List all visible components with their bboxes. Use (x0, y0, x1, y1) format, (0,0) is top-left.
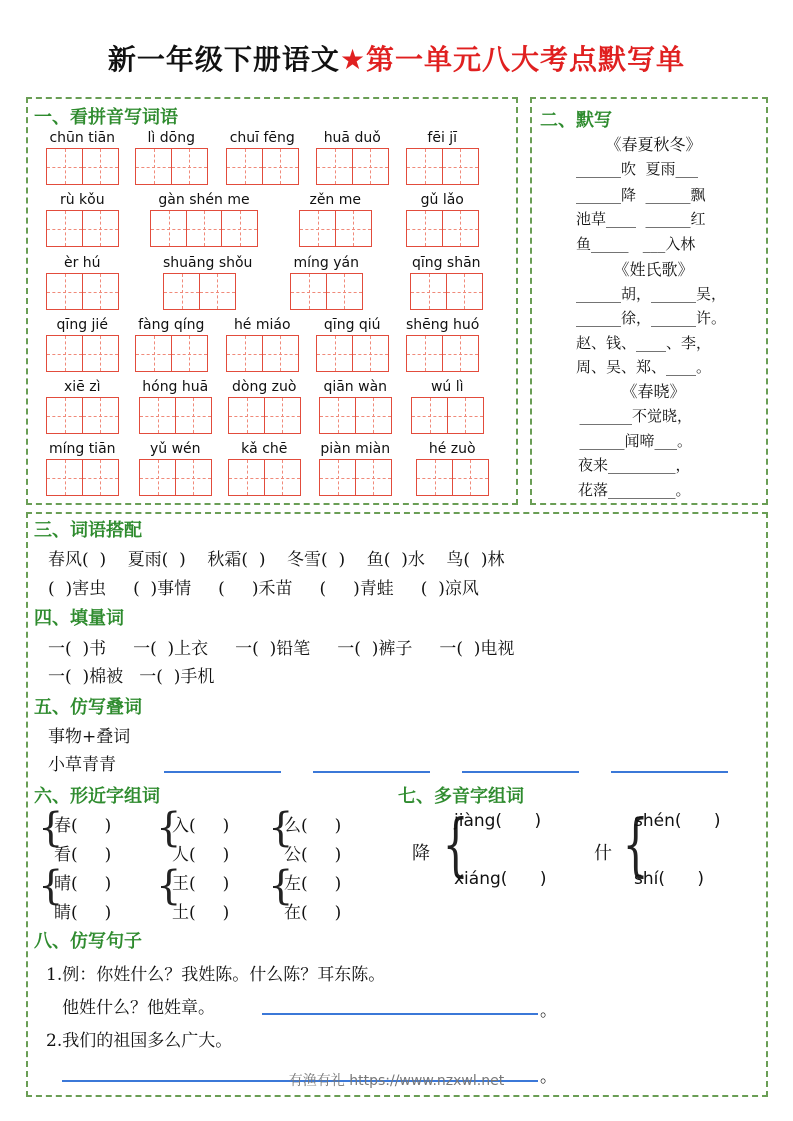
similar-char-item[interactable]: 在( ) (284, 903, 342, 923)
answer-line[interactable] (262, 1013, 538, 1015)
page-title (0, 38, 793, 78)
tianzige-cell[interactable] (226, 148, 263, 185)
similar-char-item[interactable]: 左( ) (284, 874, 342, 894)
pinyin-label: gàn shén me (158, 192, 250, 208)
pinyin-word (406, 317, 479, 373)
tianzige-cell[interactable] (46, 397, 83, 434)
poem2-line[interactable]: 赵、钱、____、李， (576, 334, 712, 352)
tianzige-cell[interactable] (171, 335, 208, 372)
pinyin-label: qiān wàn (323, 379, 388, 395)
pinyin-word (46, 441, 119, 497)
poem2-title: 《姓氏歌》 (613, 260, 694, 279)
pinyin-label: míng yán (293, 255, 359, 271)
section3-title: 三、词语搭配 (34, 520, 142, 541)
pinyin-word (163, 255, 253, 311)
tianzige-cell[interactable] (163, 273, 200, 310)
pinyin-word (46, 192, 119, 248)
pinyin-label: míng tiān (48, 441, 116, 457)
pinyin-word (299, 192, 372, 248)
tianzige-cell[interactable] (82, 148, 119, 185)
brace-icon: { (38, 863, 64, 909)
similar-char-item[interactable]: 人( ) (172, 845, 230, 865)
pinyin-label: qīng jié (56, 317, 108, 333)
pinyin-label: fàng qíng (138, 317, 205, 333)
similar-char-item[interactable]: 睛( ) (54, 903, 112, 923)
tianzige-cell[interactable] (135, 148, 172, 185)
tianzige-cell[interactable] (135, 335, 172, 372)
tianzige-cell[interactable] (175, 459, 212, 496)
tianzige-cell[interactable] (416, 459, 453, 496)
pinyin-label: qīng shān (411, 255, 481, 271)
pinyin-word (228, 379, 301, 435)
tianzige-cell[interactable] (406, 148, 443, 185)
tianzige-cell[interactable] (355, 459, 392, 496)
reduplication-hint: 事物+叠词 (48, 727, 131, 747)
pinyin-word (406, 130, 479, 186)
brace-icon: { (156, 863, 182, 909)
similar-char-item[interactable]: 公( ) (284, 845, 342, 865)
pinyin-word (226, 130, 299, 186)
similar-char-item[interactable]: 看( ) (54, 845, 112, 865)
pinyin-word (46, 130, 119, 186)
pinyin-label: wú lì (430, 379, 464, 395)
polyphone-reading[interactable]: jiàng( ) (454, 811, 542, 831)
tianzige-cell[interactable] (82, 459, 119, 496)
pinyin-word (46, 379, 119, 435)
tianzige-cell[interactable] (299, 210, 336, 247)
tianzige-cell[interactable] (82, 210, 119, 247)
poem2-line[interactable]: ______胡，______吴， (576, 285, 727, 303)
pinyin-label: shuāng shǒu (163, 255, 253, 271)
pinyin-label: fēi jī (427, 130, 458, 146)
poem1-line[interactable]: ______吹 夏雨___ (576, 160, 699, 178)
tianzige-cell[interactable] (228, 397, 265, 434)
section1-title: 一、看拼音写词语 (34, 107, 178, 128)
sentence-prompt: 他姓什么？他姓章。 (62, 998, 215, 1018)
similar-char-item[interactable]: 春( ) (54, 816, 112, 836)
pinyin-word (319, 379, 392, 435)
pinyin-label: rù kǒu (59, 192, 105, 208)
poem3-line[interactable]: 花落_________。 (578, 481, 691, 499)
section7-title: 七、多音字组词 (398, 786, 524, 807)
tianzige-cell[interactable] (442, 210, 479, 247)
similar-char-item[interactable]: 王( ) (172, 874, 230, 894)
brace-icon: { (622, 806, 649, 885)
answer-line[interactable] (313, 771, 430, 773)
tianzige-cell[interactable] (199, 273, 236, 310)
tianzige-cell[interactable] (139, 397, 176, 434)
poem1-line[interactable]: 鱼_____ ___入林 (576, 235, 696, 253)
tianzige-cell[interactable] (352, 335, 389, 372)
pinyin-label: èr hú (63, 255, 101, 271)
pinyin-label: chūn tiān (49, 130, 116, 146)
section4-title: 四、填量词 (34, 608, 124, 629)
tianzige-cell[interactable] (326, 273, 363, 310)
pinyin-label: qīng qiú (323, 317, 381, 333)
pinyin-label: hé zuò (428, 441, 476, 457)
answer-line[interactable] (611, 771, 728, 773)
tianzige-cell[interactable] (319, 397, 356, 434)
polyphone-char: 什 (594, 843, 612, 864)
pinyin-label: shēng huó (406, 317, 480, 333)
tianzige-cell[interactable] (319, 459, 356, 496)
tianzige-cell[interactable] (410, 273, 447, 310)
tianzige-cell[interactable] (264, 397, 301, 434)
poem2-line[interactable]: ______徐，______许。 (576, 309, 727, 327)
tianzige-cell[interactable] (452, 459, 489, 496)
tianzige-cell[interactable] (262, 148, 299, 185)
tianzige-cell[interactable] (46, 148, 83, 185)
pinyin-word (150, 192, 258, 248)
sentence-end: 。 (540, 1001, 557, 1021)
tianzige-cell[interactable] (226, 335, 263, 372)
similar-char-item[interactable]: 土( ) (172, 903, 230, 923)
tianzige-cell[interactable] (46, 459, 83, 496)
tianzige-cell[interactable] (442, 335, 479, 372)
polyphone-char: 降 (412, 843, 430, 864)
pinyin-word (139, 379, 212, 435)
polyphone-reading[interactable]: shén( ) (634, 811, 721, 831)
pinyin-word (316, 130, 389, 186)
pinyin-word (416, 441, 489, 497)
similar-char-item[interactable]: 么( ) (284, 816, 342, 836)
title-part2: 第一单元八大考点默写单 (366, 43, 686, 76)
sentence-end: 。 (540, 1067, 557, 1087)
reduplication-example: 小草青青 (48, 755, 116, 775)
pinyin-word (46, 255, 119, 311)
polyphone-reading[interactable]: shí( ) (634, 869, 705, 889)
star-icon: ★ (339, 43, 367, 76)
tianzige-cell[interactable] (406, 335, 443, 372)
similar-char-item[interactable]: 晴( ) (54, 874, 112, 894)
poem3-line[interactable]: ______闻啼___。 (570, 432, 693, 450)
poem3-title: 《春晓》 (621, 382, 686, 401)
pinyin-word (410, 255, 483, 311)
pinyin-word (135, 130, 208, 186)
measure-word-row[interactable]: 一( )书 一( )上衣 一( )铅笔 一( )裤子 一( )电视 (48, 639, 515, 659)
tianzige-cell[interactable] (46, 335, 83, 372)
pinyin-label: hé miáo (233, 317, 291, 333)
tianzige-cell[interactable] (316, 335, 353, 372)
title-part1: 新一年级下册语文 (107, 43, 340, 76)
pinyin-word (139, 441, 212, 497)
poem2-line[interactable]: 周、吴、郑、____。 (576, 358, 712, 376)
tianzige-cell[interactable] (228, 459, 265, 496)
tianzige-cell[interactable] (82, 335, 119, 372)
tianzige-cell[interactable] (446, 273, 483, 310)
watermark: 有渔有礼 https://www.nzxwl.net (288, 1073, 505, 1089)
tianzige-cell[interactable] (335, 210, 372, 247)
poem1-title: 《春夏秋冬》 (605, 135, 702, 154)
tianzige-cell[interactable] (171, 148, 208, 185)
tianzige-cell[interactable] (290, 273, 327, 310)
pinyin-label: hóng huā (142, 379, 209, 395)
tianzige-cell[interactable] (262, 335, 299, 372)
tianzige-cell[interactable] (175, 397, 212, 434)
tianzige-cell[interactable] (82, 273, 119, 310)
tianzige-cell[interactable] (186, 210, 223, 247)
tianzige-cell[interactable] (221, 210, 258, 247)
poem3-line[interactable]: 夜来_________， (578, 456, 691, 474)
pinyin-label: chuī fēng (229, 130, 295, 146)
brace-icon: { (442, 806, 469, 885)
pinyin-label: kǎ chē (241, 441, 288, 457)
pinyin-label: dòng zuò (232, 379, 297, 395)
tianzige-cell[interactable] (46, 273, 83, 310)
pinyin-label: xiē zì (64, 379, 101, 395)
similar-char-item[interactable]: 入( ) (172, 816, 230, 836)
brace-icon: { (268, 863, 294, 909)
pinyin-label: huā duǒ (323, 130, 381, 146)
sentence-example: 1.例：你姓什么？我姓陈。什么陈？耳东陈。 (46, 965, 386, 985)
pinyin-label: zěn me (309, 192, 362, 208)
tianzige-cell[interactable] (447, 397, 484, 434)
tianzige-cell[interactable] (411, 397, 448, 434)
pinyin-label: gǔ lǎo (420, 192, 464, 208)
pinyin-label: lì dōng (147, 130, 195, 146)
tianzige-cell[interactable] (139, 459, 176, 496)
collocation-row[interactable]: 春风( ) 夏雨( ) 秋霜( ) 冬雪( ) 鱼( )水 鸟( )林 (48, 550, 505, 570)
section5-title: 五、仿写叠词 (34, 697, 142, 718)
section8-title: 八、仿写句子 (34, 931, 142, 952)
pinyin-word (46, 317, 119, 373)
pinyin-word (226, 317, 299, 373)
tianzige-cell[interactable] (442, 148, 479, 185)
measure-word-row[interactable]: 一( )棉被 一( )手机 (48, 667, 215, 687)
tianzige-cell[interactable] (150, 210, 187, 247)
poem1-line[interactable]: ______降 ______飘 (576, 186, 706, 204)
pinyin-word (228, 441, 301, 497)
pinyin-word (411, 379, 484, 435)
answer-line[interactable] (462, 771, 579, 773)
brace-icon: { (38, 805, 64, 851)
tianzige-cell[interactable] (355, 397, 392, 434)
brace-icon: { (156, 805, 182, 851)
pinyin-word (316, 317, 389, 373)
polyphone-reading[interactable]: xiáng( ) (454, 869, 547, 889)
tianzige-cell[interactable] (316, 148, 353, 185)
tianzige-cell[interactable] (82, 397, 119, 434)
tianzige-cell[interactable] (406, 210, 443, 247)
sentence-question: 2.我们的祖国多么广大。 (46, 1031, 233, 1051)
tianzige-cell[interactable] (264, 459, 301, 496)
pinyin-word (135, 317, 208, 373)
pinyin-label: yǔ wén (149, 441, 201, 457)
collocation-row[interactable]: ( )害虫 ( )事情 ( )禾苗 ( )青蛙 ( )凉风 (48, 579, 479, 599)
pinyin-word (406, 192, 479, 248)
section2-title: 二、默写 (540, 110, 612, 131)
tianzige-cell[interactable] (46, 210, 83, 247)
pinyin-word (319, 441, 392, 497)
poem1-line[interactable]: 池草____ ______红 (576, 210, 706, 228)
brace-icon: { (268, 805, 294, 851)
answer-line[interactable] (164, 771, 281, 773)
tianzige-cell[interactable] (352, 148, 389, 185)
poem3-line[interactable]: _______不觉晓， (570, 407, 693, 425)
section6-title: 六、形近字组词 (34, 786, 160, 807)
pinyin-word (290, 255, 363, 311)
pinyin-label: piàn miàn (320, 441, 391, 457)
